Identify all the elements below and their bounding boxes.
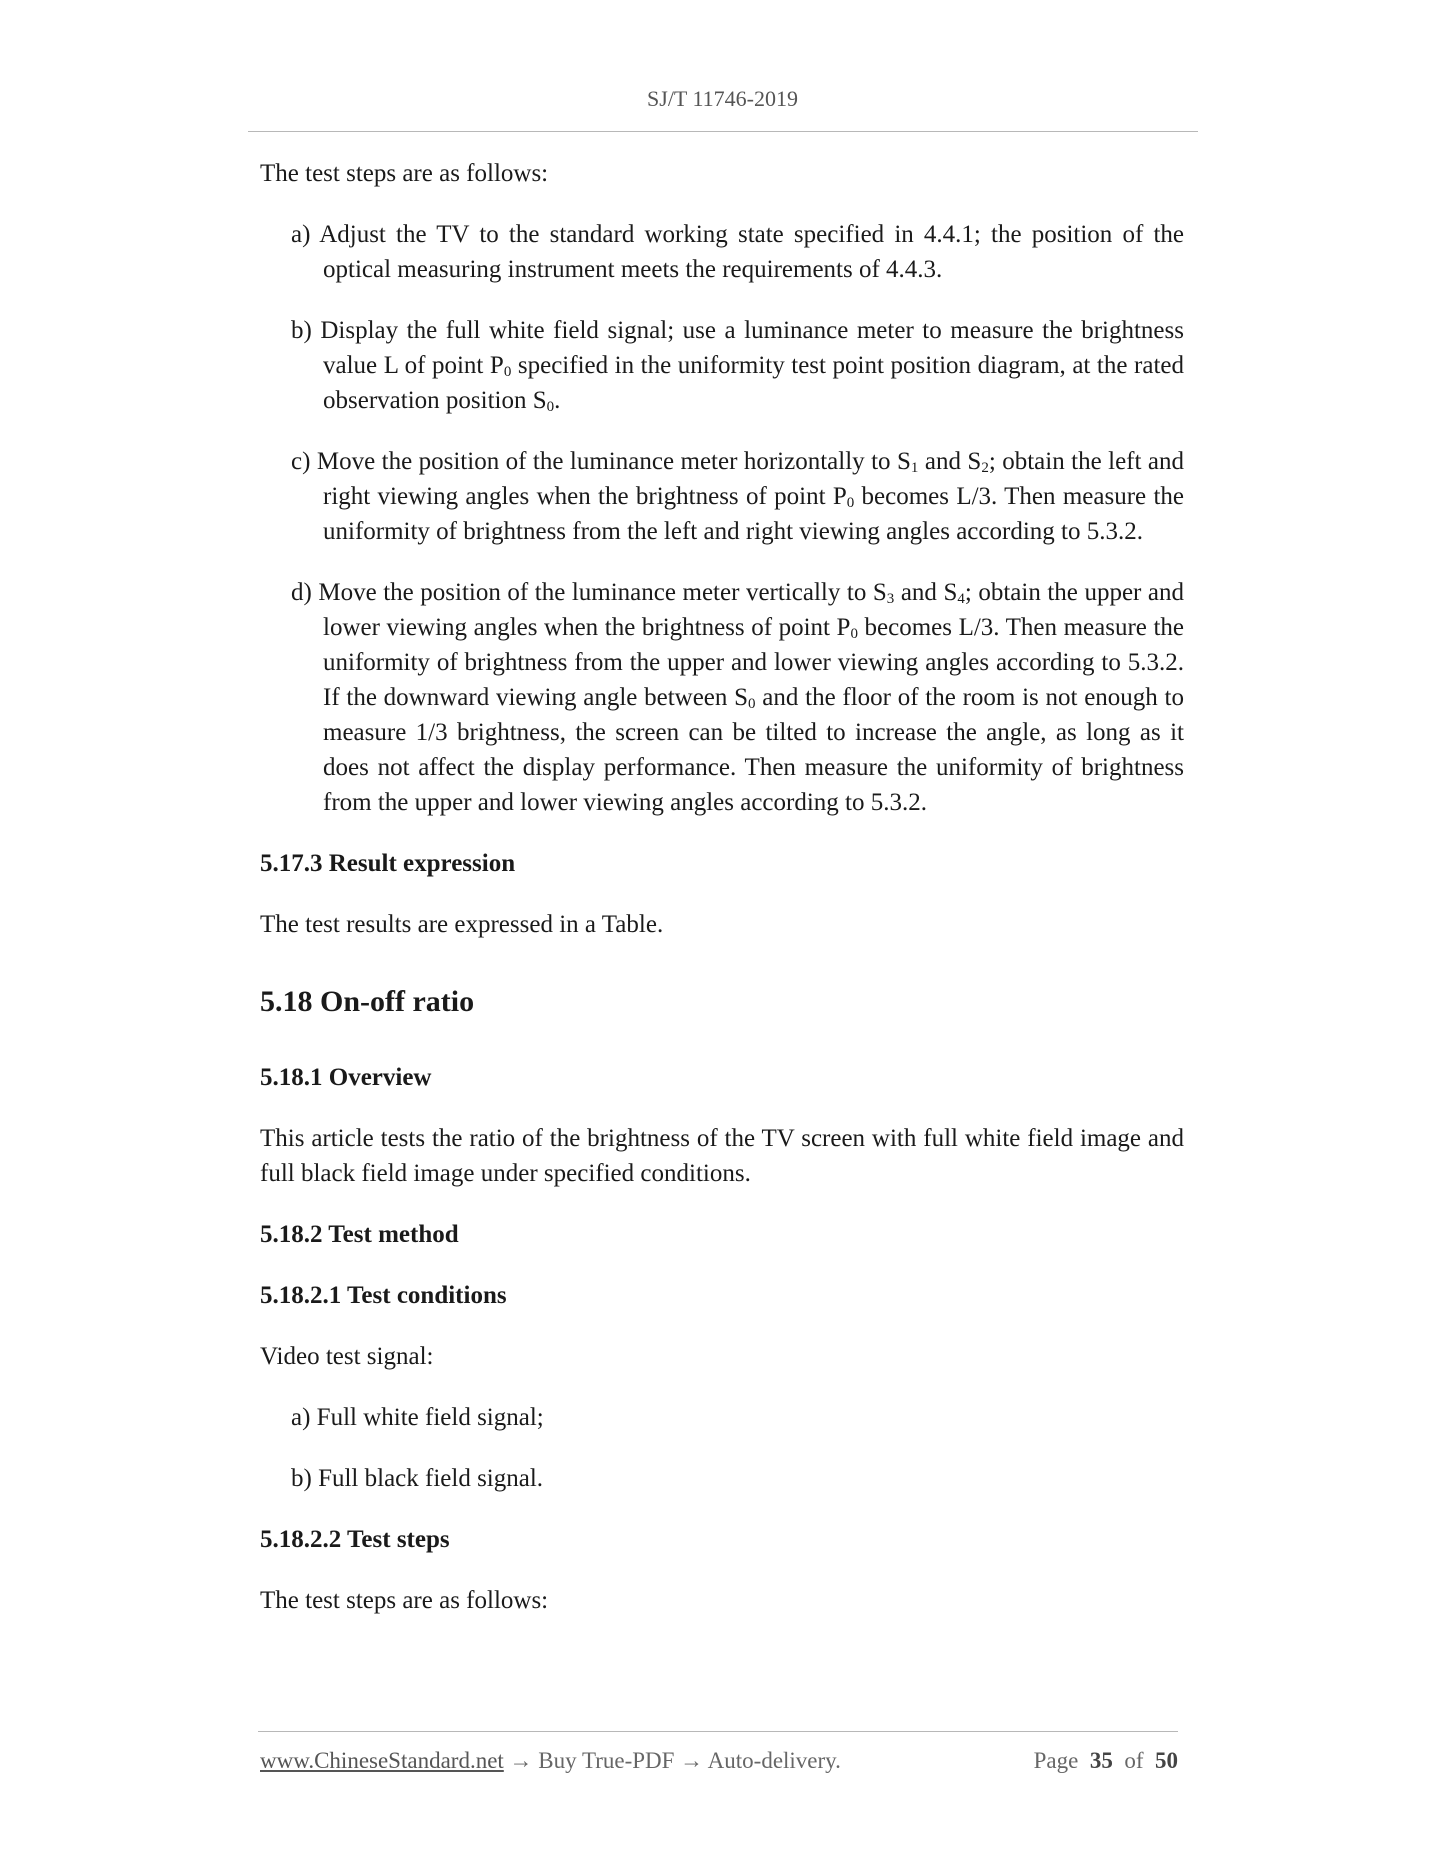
- section-heading: 5.18 On-off ratio: [260, 985, 475, 1018]
- step-b: b) Display the full white field signal; use a luminance meter to measure the brightness value L of point $P_0$ specified in the uniformity test point position diagram, at the rated observation position $S_0$.: [291, 317, 1184, 415]
- document-body: [260, 156, 1184, 1644]
- page-indicator: Page 35 of 50: [1033, 1748, 1178, 1773]
- test-steps-intro: The test steps are as follows:: [260, 1587, 549, 1614]
- footer-links: [260, 1748, 841, 1774]
- step-c: c) Move the position of the luminance meter horizontally to $S_1$ and $S_2$; obtain the left and right viewing angles when the brightness of point $P_0$ becomes L/3. Then measure the uniformity of brightness from the left and right viewing angles according to 5.3.2.: [291, 448, 1184, 545]
- document-code: SJ/T 11746-2019: [647, 86, 798, 111]
- overview-heading: 5.18.1 Overview: [260, 1064, 432, 1091]
- website-link[interactable]: www.ChineseStandard.net: [260, 1748, 504, 1773]
- steps-intro-paragraph: The test steps are as follows:: [260, 160, 549, 187]
- test-conditions-heading: 5.18.2.1 Test conditions: [260, 1282, 507, 1309]
- header-divider: [248, 131, 1198, 132]
- test-method-heading: 5.18.2 Test method: [260, 1221, 459, 1248]
- result-expression-text: The test results are expressed in a Table.: [260, 911, 664, 938]
- footer-delivery-text: → Buy True-PDF → Auto-delivery.: [503, 1748, 841, 1773]
- video-signal-label: Video test signal:: [260, 1343, 434, 1370]
- step-a: a) Adjust the TV to the standard working state specified in 4.4.1; the position of the optical measuring instrument meets the requirements of 4.4.3.: [291, 221, 1184, 283]
- footer-divider: [258, 1731, 1178, 1732]
- total-pages: 50: [1155, 1748, 1178, 1773]
- signal-b: b) Full black field signal.: [291, 1465, 544, 1492]
- signal-a: a) Full white field signal;: [291, 1404, 544, 1431]
- step-d: d) Move the position of the luminance meter vertically to $S_3$ and $S_4$; obtain the upper and lower viewing angles when the brightness of point $P_0$ becomes L/3. Then measure the uniformity of brightness from the upper and lower viewing angles according to 5.3.2. If the downward viewing angle between $S_0$ and the floor of the room is not enough to measure 1/3 brightness, the screen can be tilted to increase the angle, as long as it does not affect the display performance. Then measure the uniformity of brightness from the upper and lower viewing angles according to 5.3.2.: [291, 579, 1184, 816]
- result-expression-heading: 5.17.3 Result expression: [260, 850, 516, 877]
- current-page: 35: [1089, 1748, 1113, 1773]
- overview-text: This article tests the ratio of the brightness of the TV screen with full white field image and full black field image under specified conditions.: [260, 1125, 1184, 1187]
- test-steps-heading: 5.18.2.2 Test steps: [260, 1526, 450, 1553]
